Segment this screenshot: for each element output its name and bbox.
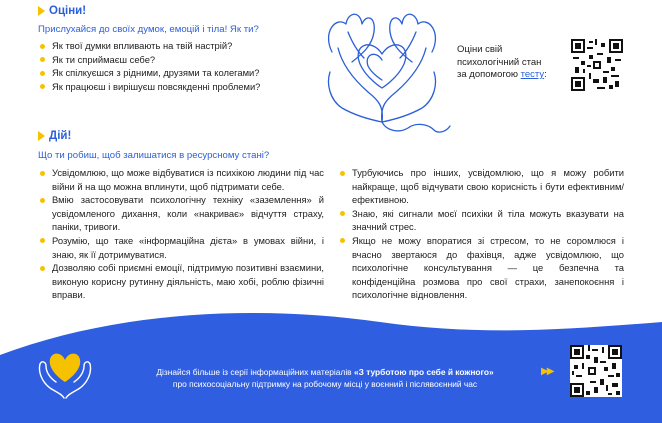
series-name: «З турботою про себе й кожного» — [353, 367, 494, 377]
list-item: Знаю, які сигнали моєї психіки й тіла можуть вказувати на значний стрес. — [338, 207, 624, 234]
test-link[interactable]: тесту — [520, 69, 545, 80]
list-item: Вмію застосовувати психологічну техніку «заземлення» й усвідомленого дихання, коли «накриває» відчуття страху, паніки, тривоги. — [38, 193, 324, 234]
section-title-assess: Оціни! — [38, 5, 86, 17]
test-box: Оціни свій психологічний стан за допомогою тесту: — [457, 44, 547, 80]
section-title-act: Дій! — [38, 130, 71, 142]
play-triangle-icon — [38, 131, 45, 141]
list-item: Як працюєш і вирішуєш повсякденні проблеми? — [38, 80, 338, 94]
section-subtitle-act: Що ти робиш, щоб залишатися в ресурсному стані? — [38, 150, 270, 161]
list-item: Дозволяю собі приємні емоції, підтримую позитивні взаємини, виконую корисну рутинну діяльність, маю хобі, роблю фізичні вправи. — [38, 261, 324, 302]
act-list-right — [338, 166, 624, 302]
assess-list — [38, 39, 338, 93]
play-triangle-icon — [38, 6, 45, 16]
heart-hands-icon — [34, 338, 96, 400]
list-item: Турбуючись про інших, усвідомлюю, що я можу робити найкраще, щоб відчувати свою корисність і бути ефективним/ефективною. — [338, 166, 624, 207]
list-item: Як твої думки впливають на твій настрій? — [38, 39, 338, 53]
qr-code-test[interactable] — [571, 39, 623, 91]
list-item: Усвідомлюю, що може відбуватися із психікою людини під час війни й на що можна вплинути, щоб підтримати себе. — [38, 166, 324, 193]
list-item: Як ти сприймаєш себе? — [38, 53, 338, 67]
section-subtitle-assess: Прислухайся до своїх думок, емоцій і тіла! Як ти? — [38, 24, 259, 35]
footer-text: Дізнайся більше із серії інформаційних матеріалів «З турботою про себе й кожного» про психосоціальну підтримку на робочому місці у воєнний і післявоєнний час — [156, 367, 494, 389]
qr-code-series[interactable] — [570, 345, 622, 397]
forward-arrows-icon: ▶▶ — [541, 366, 553, 377]
list-item: Як спілкуєшся з рідними, друзями та колегами? — [38, 66, 338, 80]
list-item: Розумію, що таке «інформаційна дієта» в умовах війни, і знаю, як її дотримуватися. — [38, 234, 324, 261]
act-list-left — [38, 166, 324, 302]
hands-heart-illustration — [312, 2, 452, 137]
list-item: Якщо не можу впоратися зі стресом, то не соромлюся і вчасно звертаюся до фахівця, адже усвідомлюю, що психологічне консультування — це безпечна та конфіденційна розмова про свої страхи, занепокоєння і психологічне відновлення. — [338, 234, 624, 302]
footer-wave — [0, 300, 662, 423]
